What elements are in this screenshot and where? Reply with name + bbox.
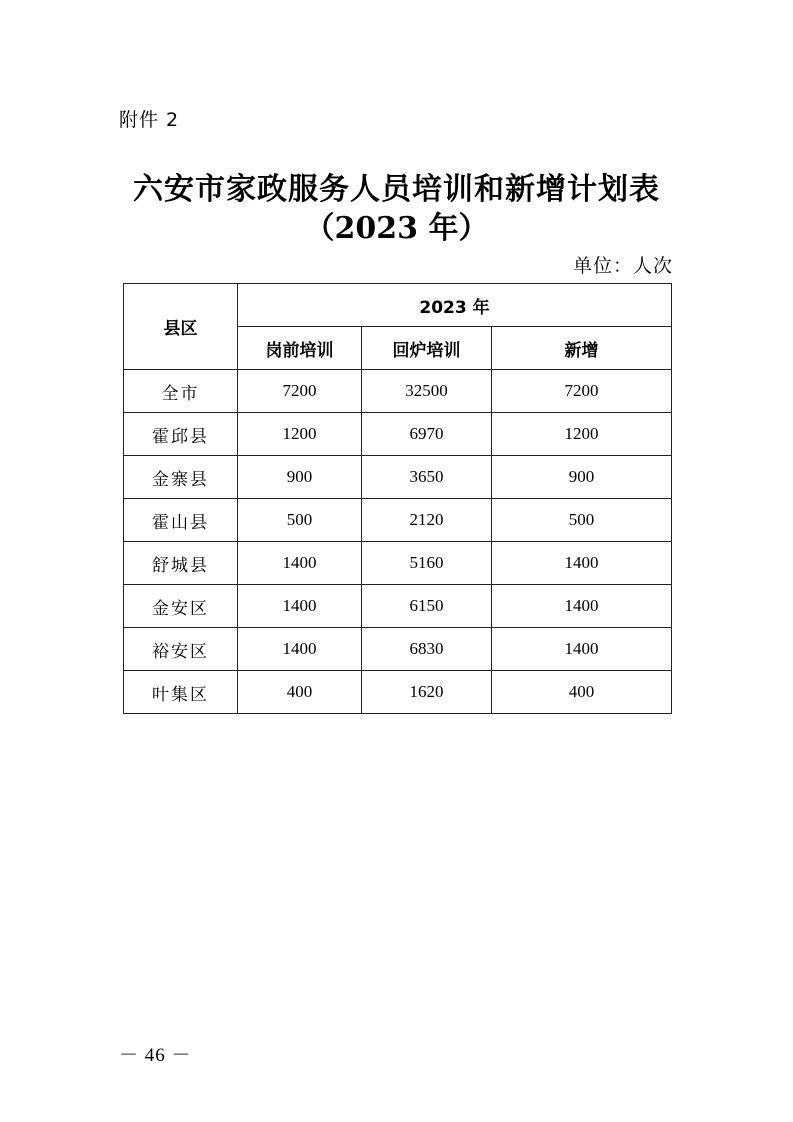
table-row xyxy=(124,585,672,628)
unit-label: 单位：人次 xyxy=(572,255,673,277)
county-cell: 全市 xyxy=(124,370,238,413)
table-row xyxy=(124,671,672,714)
pre-training-cell: 400 xyxy=(238,671,362,714)
refresher-training-cell: 6830 xyxy=(362,628,492,671)
pre-training-cell: 1400 xyxy=(238,585,362,628)
attachment-label: 附件 2 xyxy=(119,109,180,131)
header-refresher-training: 回炉培训 xyxy=(362,327,492,370)
refresher-training-cell: 1620 xyxy=(362,671,492,714)
new-cell: 1400 xyxy=(492,628,672,671)
page-number: － 46 － xyxy=(119,1045,192,1066)
pre-training-cell: 1200 xyxy=(238,413,362,456)
pre-training-cell: 1400 xyxy=(238,628,362,671)
refresher-training-cell: 2120 xyxy=(362,499,492,542)
training-plan-table xyxy=(123,283,672,714)
table-row xyxy=(124,456,672,499)
pre-training-cell: 500 xyxy=(238,499,362,542)
refresher-training-cell: 5160 xyxy=(362,542,492,585)
county-cell: 舒城县 xyxy=(124,542,238,585)
county-cell: 叶集区 xyxy=(124,671,238,714)
table-row xyxy=(124,628,672,671)
new-cell: 1400 xyxy=(492,542,672,585)
county-cell: 霍山县 xyxy=(124,499,238,542)
document-subtitle-year: （2023 年） xyxy=(304,211,489,246)
county-cell: 金安区 xyxy=(124,585,238,628)
new-cell: 7200 xyxy=(492,370,672,413)
table-row xyxy=(124,499,672,542)
header-pre-training: 岗前培训 xyxy=(238,327,362,370)
refresher-training-cell: 6970 xyxy=(362,413,492,456)
table-row xyxy=(124,413,672,456)
pre-training-cell: 7200 xyxy=(238,370,362,413)
refresher-training-cell: 3650 xyxy=(362,456,492,499)
refresher-training-cell: 6150 xyxy=(362,585,492,628)
refresher-training-cell: 32500 xyxy=(362,370,492,413)
county-cell: 金寨县 xyxy=(124,456,238,499)
new-cell: 1400 xyxy=(492,585,672,628)
county-cell: 霍邱县 xyxy=(124,413,238,456)
new-cell: 1200 xyxy=(492,413,672,456)
new-cell: 500 xyxy=(492,499,672,542)
pre-training-cell: 1400 xyxy=(238,542,362,585)
table-header-row xyxy=(124,284,672,327)
header-year: 2023 年 xyxy=(238,284,672,327)
document-title: 六安市家政服务人员培训和新增计划表 xyxy=(133,172,660,207)
new-cell: 900 xyxy=(492,456,672,499)
header-new: 新增 xyxy=(492,327,672,370)
county-cell: 裕安区 xyxy=(124,628,238,671)
new-cell: 400 xyxy=(492,671,672,714)
header-county: 县区 xyxy=(124,284,238,370)
pre-training-cell: 900 xyxy=(238,456,362,499)
table-row xyxy=(124,370,672,413)
table-row xyxy=(124,542,672,585)
